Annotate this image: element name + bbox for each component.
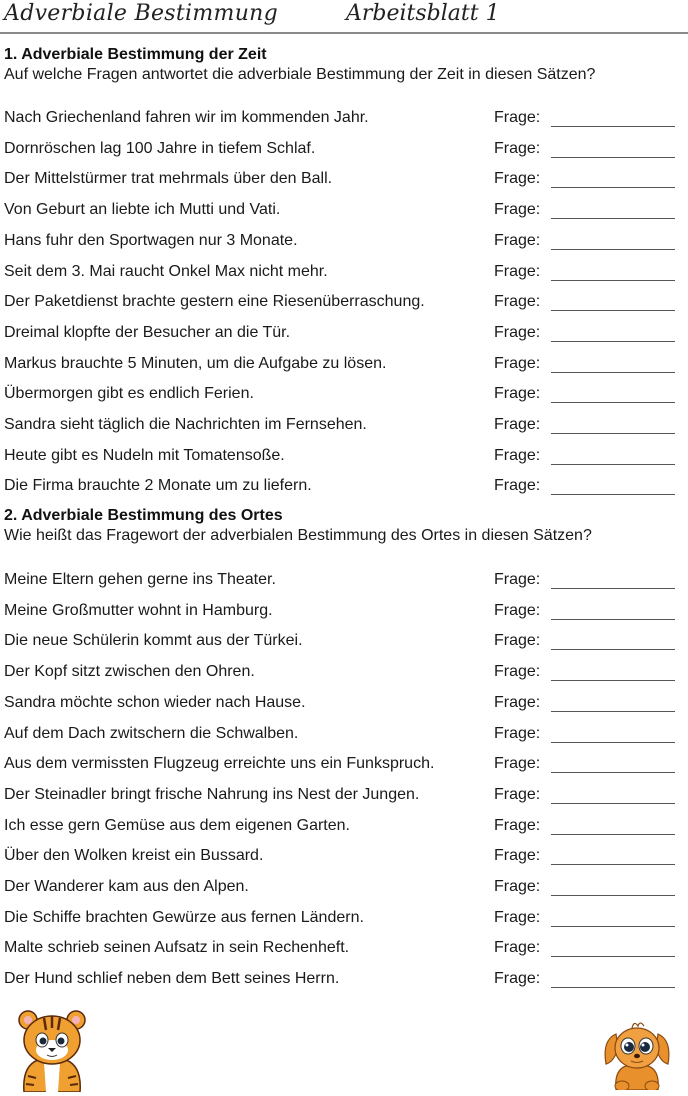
answer-field[interactable]	[551, 619, 675, 620]
answer-field[interactable]	[551, 926, 675, 927]
exercise-sentence: Markus brauchte 5 Minuten, um die Aufgabe zu lösen.	[4, 354, 387, 372]
frage-label: Frage:	[494, 755, 541, 773]
answer-field[interactable]	[551, 126, 675, 127]
exercise-row	[0, 725, 688, 749]
answer-field[interactable]	[551, 680, 675, 681]
frage-label: Frage:	[494, 170, 541, 188]
exercise-sentence: Dornröschen lag 100 Jahre in tiefem Schlaf.	[4, 139, 316, 157]
frage-label: Frage:	[494, 323, 541, 341]
exercise-sentence: Sandra sieht täglich die Nachrichten im Fernsehen.	[4, 416, 367, 433]
frage-label: Frage:	[494, 693, 541, 711]
exercise-row	[0, 939, 688, 963]
exercise-row	[0, 477, 688, 501]
exercise-row	[0, 847, 688, 871]
exercise-sentence: Der Wanderer kam aus den Alpen.	[4, 878, 249, 895]
answer-field[interactable]	[551, 895, 675, 896]
answer-field[interactable]	[551, 864, 675, 865]
exercise-row	[0, 170, 688, 194]
frage-label: Frage:	[494, 139, 541, 157]
frage-label: Frage:	[494, 939, 541, 957]
exercise-row	[0, 909, 688, 933]
exercise-row	[0, 571, 688, 595]
tiger-cub-icon	[14, 1006, 90, 1092]
frage-label: Frage:	[494, 231, 541, 249]
frage-label: Frage:	[494, 262, 541, 280]
frage-label: Frage:	[494, 416, 541, 433]
section-2-title: 2. Adverbiale Bestimmung des Ortes	[4, 507, 283, 524]
exercise-sentence: Ich esse gern Gemüse aus dem eigenen Garten.	[4, 816, 350, 834]
answer-field[interactable]	[551, 711, 675, 712]
frage-label: Frage:	[494, 293, 541, 311]
frage-label: Frage:	[494, 816, 541, 834]
exercise-sentence: Der Kopf sitzt zwischen den Ohren.	[4, 663, 255, 681]
frage-label: Frage:	[494, 632, 541, 650]
exercise-sentence: Die neue Schülerin kommt aus der Türkei.	[4, 632, 303, 650]
section-2-instruction: Wie heißt das Fragewort der adverbialen Bestimmung des Ortes in diesen Sätzen?	[4, 527, 592, 544]
answer-field[interactable]	[551, 187, 675, 188]
exercise-row	[0, 663, 688, 687]
exercise-sentence: Über den Wolken kreist ein Bussard.	[4, 847, 264, 865]
exercise-row	[0, 232, 688, 256]
frage-label: Frage:	[494, 878, 541, 895]
answer-field[interactable]	[551, 280, 675, 281]
section-1-instruction: Auf welche Fragen antwortet die adverbiale Bestimmung der Zeit in diesen Sätzen?	[4, 66, 596, 83]
worksheet-title: Adverbiale Bestimmung	[4, 1, 279, 26]
exercise-sentence: Aus dem vermissten Flugzeug erreichte uns ein Funkspruch.	[4, 755, 435, 773]
exercise-row	[0, 694, 688, 718]
answer-field[interactable]	[551, 834, 675, 835]
exercise-sentence: Meine Eltern gehen gerne ins Theater.	[4, 571, 276, 588]
section-1-title: 1. Adverbiale Bestimmung der Zeit	[4, 46, 267, 63]
exercise-sentence: Der Hund schlief neben dem Bett seines Herrn.	[4, 970, 340, 988]
frage-label: Frage:	[494, 201, 541, 219]
answer-field[interactable]	[551, 157, 675, 158]
exercise-row	[0, 632, 688, 656]
frage-label: Frage:	[494, 571, 541, 588]
frage-label: Frage:	[494, 970, 541, 988]
answer-field[interactable]	[551, 433, 675, 434]
frage-label: Frage:	[494, 847, 541, 865]
exercise-row	[0, 447, 688, 471]
worksheet-number: Arbeitsblatt 1	[346, 1, 500, 26]
exercise-sentence: Heute gibt es Nudeln mit Tomatensoße.	[4, 446, 285, 464]
exercise-row	[0, 109, 688, 133]
answer-field[interactable]	[551, 588, 675, 589]
exercise-row	[0, 602, 688, 626]
exercise-sentence: Nach Griechenland fahren wir im kommenden Jahr.	[4, 109, 369, 126]
answer-field[interactable]	[551, 372, 675, 373]
answer-field[interactable]	[551, 987, 675, 988]
frage-label: Frage:	[494, 663, 541, 681]
answer-field[interactable]	[551, 249, 675, 250]
exercise-sentence: Die Firma brauchte 2 Monate um zu liefern.	[4, 477, 312, 495]
exercise-sentence: Der Paketdienst brachte gestern eine Riesenüberraschung.	[4, 293, 425, 311]
frage-label: Frage:	[494, 908, 541, 926]
exercise-row	[0, 786, 688, 810]
exercise-sentence: Seit dem 3. Mai raucht Onkel Max nicht mehr.	[4, 262, 328, 280]
worksheet-header	[0, 0, 688, 34]
exercise-row	[0, 970, 688, 994]
frage-label: Frage:	[494, 385, 541, 403]
exercise-sentence: Der Mittelstürmer trat mehrmals über den Ball.	[4, 170, 333, 188]
answer-field[interactable]	[551, 494, 675, 495]
exercise-row	[0, 755, 688, 779]
answer-field[interactable]	[551, 956, 675, 957]
answer-field[interactable]	[551, 402, 675, 403]
frage-label: Frage:	[494, 601, 541, 619]
exercise-sentence: Sandra möchte schon wieder nach Hause.	[4, 693, 306, 711]
answer-field[interactable]	[551, 772, 675, 773]
exercise-row	[0, 878, 688, 902]
frage-label: Frage:	[494, 724, 541, 742]
exercise-row	[0, 201, 688, 225]
frage-label: Frage:	[494, 446, 541, 464]
answer-field[interactable]	[551, 742, 675, 743]
exercise-sentence: Meine Großmutter wohnt in Hamburg.	[4, 601, 273, 619]
answer-field[interactable]	[551, 464, 675, 465]
answer-field[interactable]	[551, 310, 675, 311]
exercise-row	[0, 263, 688, 287]
answer-field[interactable]	[551, 218, 675, 219]
exercise-row	[0, 416, 688, 440]
answer-field[interactable]	[551, 341, 675, 342]
frage-label: Frage:	[494, 109, 541, 126]
exercise-sentence: Übermorgen gibt es endlich Ferien.	[4, 385, 254, 403]
exercise-sentence: Von Geburt an liebte ich Mutti und Vati.	[4, 201, 281, 219]
answer-field[interactable]	[551, 803, 675, 804]
frage-label: Frage:	[494, 354, 541, 372]
exercise-sentence: Der Steinadler bringt frische Nahrung ins Nest der Jungen.	[4, 785, 420, 803]
exercise-row	[0, 324, 688, 348]
exercise-sentence: Die Schiffe brachten Gewürze aus fernen Ländern.	[4, 908, 364, 926]
exercise-row	[0, 140, 688, 164]
exercise-row	[0, 293, 688, 317]
exercise-row	[0, 817, 688, 841]
exercise-sentence: Auf dem Dach zwitschern die Schwalben.	[4, 724, 299, 742]
exercise-sentence: Dreimal klopfte der Besucher an die Tür.	[4, 323, 291, 341]
exercise-sentence: Hans fuhr den Sportwagen nur 3 Monate.	[4, 231, 298, 249]
frage-label: Frage:	[494, 477, 541, 495]
exercise-sentence: Malte schrieb seinen Aufsatz in sein Rechenheft.	[4, 939, 350, 957]
exercise-row	[0, 385, 688, 409]
exercise-row	[0, 355, 688, 379]
frage-label: Frage:	[494, 785, 541, 803]
puppy-icon	[602, 1018, 672, 1090]
answer-field[interactable]	[551, 649, 675, 650]
